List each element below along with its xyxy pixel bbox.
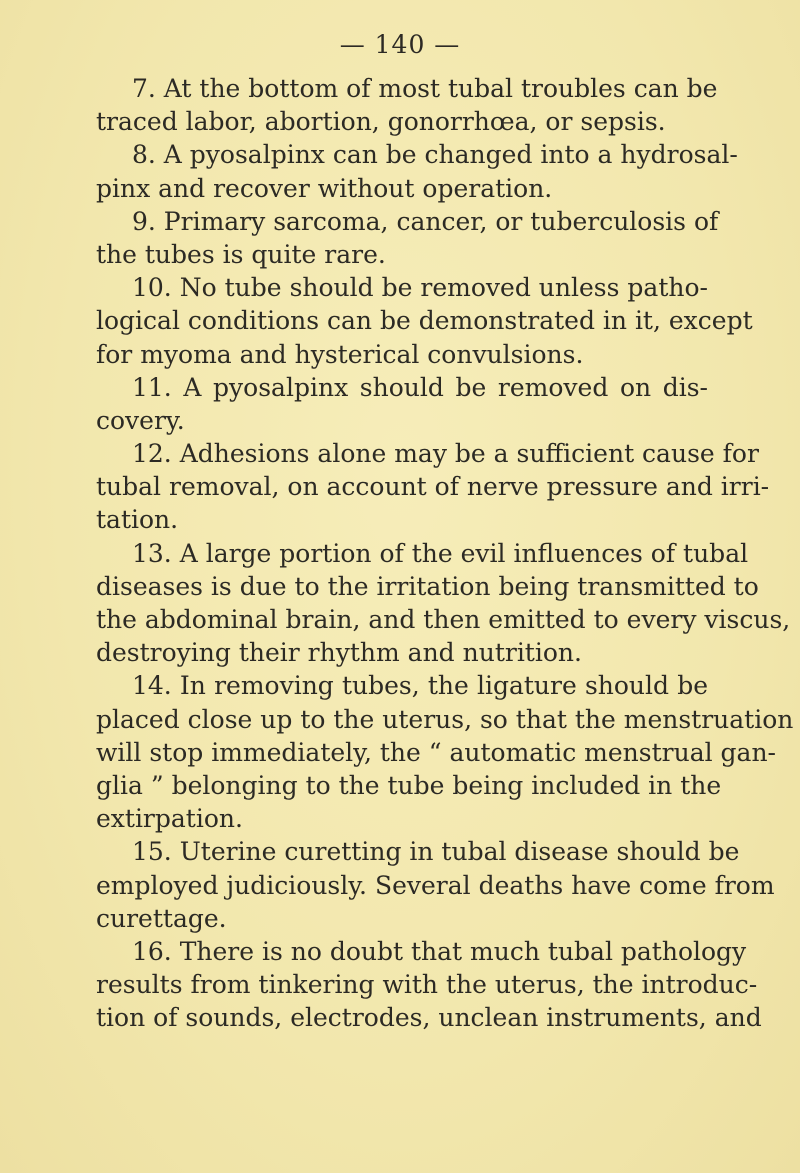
paragraph-16-line-1: 16. There is no doubt that much tubal pathology	[132, 936, 747, 966]
body-text	[96, 72, 794, 1034]
paragraph-12-line-3: tation.	[96, 505, 179, 535]
paragraph-14-line-5: extirpation.	[96, 804, 243, 834]
paragraph-16-line-2: results from tinkering with the uterus, the introduc-	[96, 970, 758, 1000]
paragraph-13-line-3: the abdominal brain, and then emitted to every viscus,	[96, 605, 791, 634]
paragraph-15-line-3: curettage.	[96, 903, 227, 933]
paragraph-13-line-2: diseases is due to the irritation being transmitted to	[96, 571, 759, 601]
paragraph-14-line-4: glia ” belonging to the tube being included in the	[96, 770, 722, 800]
paragraph-10-line-1: 10. No tube should be removed unless patho-	[132, 273, 708, 303]
paragraph-13-line-4: destroying their rhythm and nutrition.	[96, 638, 582, 668]
paragraph-9-line-1: 9. Primary sarcoma, cancer, or tuberculosis of	[132, 206, 719, 236]
paragraph-16-line-3: tion of sounds, electrodes, unclean instruments, and	[96, 1003, 762, 1033]
paragraph-15-line-1: 15. Uterine curetting in tubal disease should be	[132, 837, 740, 867]
paragraph-14-line-3: will stop immediately, the “ automatic menstrual gan-	[96, 737, 777, 767]
paragraph-9-line-2: the tubes is quite rare.	[96, 239, 386, 269]
paragraph-10-line-2: logical conditions can be demonstrated in it, except	[96, 306, 753, 336]
paragraph-7-line-2: traced labor, abortion, gonorrhœa, or sepsis.	[96, 107, 666, 137]
paragraph-11-line-1: 11. A pyosalpinx should be removed on dis-	[132, 372, 708, 402]
paragraph-7-line-1: 7. At the bottom of most tubal troubles can be	[132, 74, 718, 103]
page-number: — 140 —	[339, 30, 461, 59]
paragraph-13-line-1: 13. A large portion of the evil influences of tubal	[132, 538, 749, 568]
paragraph-14-line-1: 14. In removing tubes, the ligature should be	[132, 671, 708, 701]
paragraph-11-line-2: covery.	[96, 405, 185, 435]
paragraph-12-line-1: 12. Adhesions alone may be a sufficient cause for	[132, 439, 759, 469]
paragraph-15-line-2: employed judiciously. Several deaths have come from	[96, 870, 775, 900]
paragraph-8-line-2: pinx and recover without operation.	[96, 173, 553, 203]
paragraph-8-line-1: 8. A pyosalpinx can be changed into a hydrosal-	[132, 140, 738, 170]
paragraph-10-line-3: for myoma and hysterical convulsions.	[96, 339, 584, 369]
paragraph-12-line-2: tubal removal, on account of nerve pressure and irri-	[96, 472, 770, 502]
paragraph-14-line-2: placed close up to the uterus, so that the menstruation	[96, 704, 794, 734]
